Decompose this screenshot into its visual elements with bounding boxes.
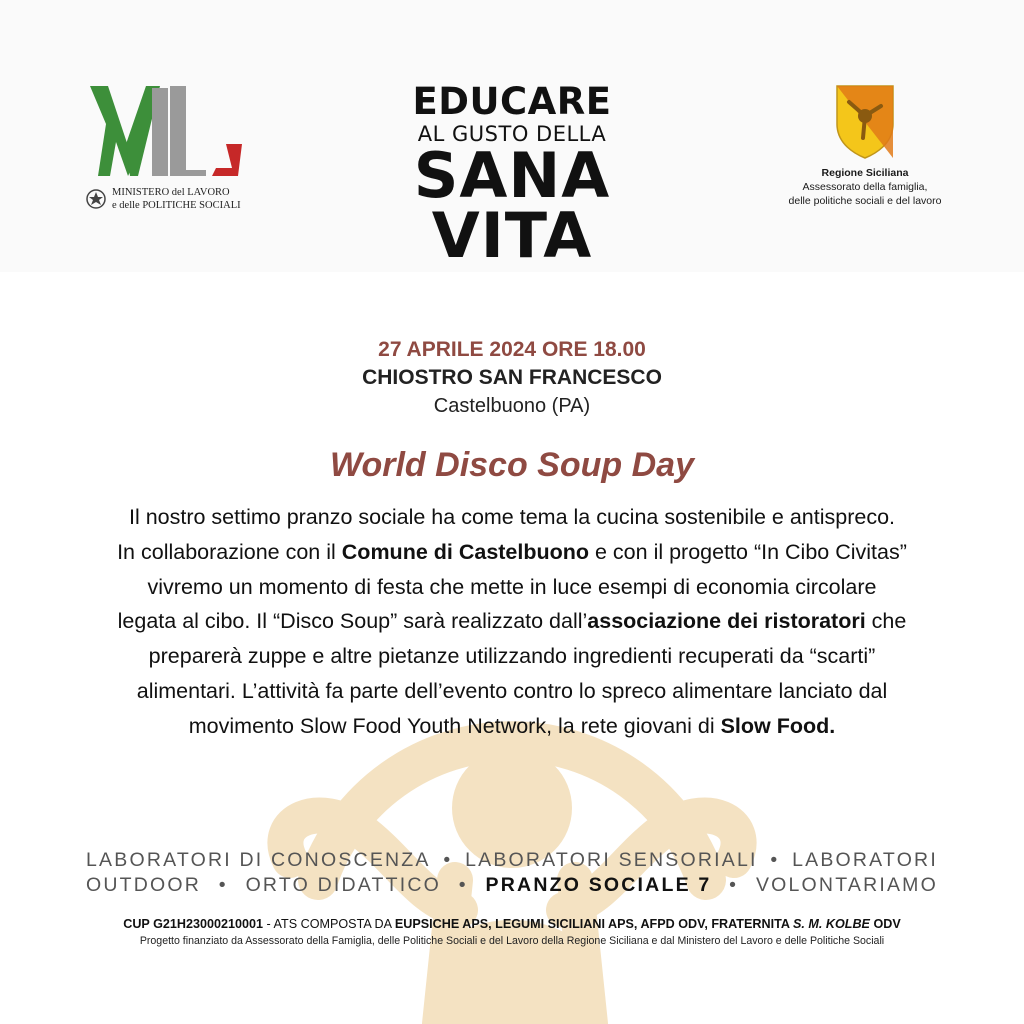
project-title	[380, 80, 644, 272]
activity-item: VOLONTARIAMO	[755, 874, 938, 896]
activity-item: OUTDOOR	[86, 874, 202, 896]
event-city: Castelbuono (PA)	[433, 395, 591, 417]
title-line4: VITA	[431, 199, 593, 272]
event-description	[70, 500, 954, 744]
activity-highlight: PRANZO SOCIALE 7	[485, 874, 712, 896]
cup-code: CUP G21H23000210001	[123, 917, 264, 931]
desc-bold: Comune di Castelbuono	[341, 539, 590, 564]
ministry-logo	[86, 84, 256, 214]
desc-line: legata al cibo. Il “Disco Soup” sarà realizzato dall’associazione dei ristoratori che	[117, 609, 907, 634]
separator-dot: •	[443, 849, 453, 871]
desc-line: alimentari. L’attività fa parte dell’evento contro lo spreco alimentare lanciato dal	[136, 678, 888, 703]
ministry-name-line2: e delle POLITICHE SOCIALI	[112, 200, 241, 211]
desc-line: In collaborazione con il Comune di Castelbuono e con il progetto “In Cibo Civitas”	[117, 539, 907, 564]
title-line2: AL GUSTO DELLA	[417, 122, 607, 146]
desc-line: vivremo un momento di festa che mette in luce esempi di economia circolare	[147, 574, 877, 599]
desc-line: Il nostro settimo pranzo sociale ha come tema la cucina sostenibile e antispreco.	[128, 505, 896, 529]
region-name: Regione Siciliana	[821, 167, 909, 179]
activities-line2	[86, 873, 938, 898]
region-dept-line1: Assessorato della famiglia,	[802, 181, 928, 193]
activities-list	[86, 848, 938, 898]
ats-prefix: - ATS COMPOSTA DA	[263, 917, 395, 931]
partners: EUPSICHE APS, LEGUMI SICILIANI APS, AFPD ODV, FRATERNITA	[394, 917, 793, 931]
separator-dot: •	[218, 874, 228, 896]
separator-dot: •	[458, 874, 468, 896]
partner-italic: S. M. KOLBE	[792, 917, 870, 931]
region-logo	[770, 84, 960, 208]
event-date: 27 APRILE 2024 ORE 18.00	[378, 338, 646, 361]
desc-line: preparerà zuppe e altre pietanze utilizzando ingredienti recuperati da “scarti”	[148, 644, 876, 669]
desc-bold: associazione dei ristoratori	[587, 609, 866, 634]
activity-item: LABORATORI DI CONOSCENZA	[86, 849, 431, 871]
republic-emblem-icon	[86, 188, 106, 210]
trinacria-shield-icon	[835, 84, 895, 160]
desc-bold: Slow Food.	[720, 713, 836, 738]
separator-dot: •	[770, 849, 780, 871]
title-line1: EDUCARE	[412, 80, 612, 123]
ministry-caption	[112, 186, 241, 212]
separator-dot: •	[729, 874, 739, 896]
activities-line1	[86, 848, 938, 873]
funding-note: Progetto finanziato da Assessorato della Famiglia, delle Politiche Sociali e del Lavoro della Regione Siciliana e dal Ministero del Lavoro e delle Politiche Sociali	[139, 935, 885, 947]
region-dept-line2: delle politiche sociali e del lavoro	[788, 195, 942, 207]
ministry-name-line1: MINISTERO del LAVORO	[112, 187, 230, 198]
activity-item: LABORATORI SENSORIALI	[465, 849, 758, 871]
desc-line: movimento Slow Food Youth Network, la rete giovani di Slow Food.	[188, 713, 836, 738]
cup-line	[0, 916, 1024, 932]
ml-monogram-icon	[86, 84, 246, 179]
activity-item: LABORATORI	[792, 849, 938, 871]
event-venue: CHIOSTRO SAN FRANCESCO	[362, 366, 662, 389]
partner-suffix: ODV	[869, 917, 901, 931]
event-title: World Disco Soup Day	[330, 446, 694, 484]
title-line3: SANA	[413, 139, 611, 212]
event-info	[0, 336, 1024, 420]
activity-item: ORTO DIDATTICO	[245, 874, 442, 896]
